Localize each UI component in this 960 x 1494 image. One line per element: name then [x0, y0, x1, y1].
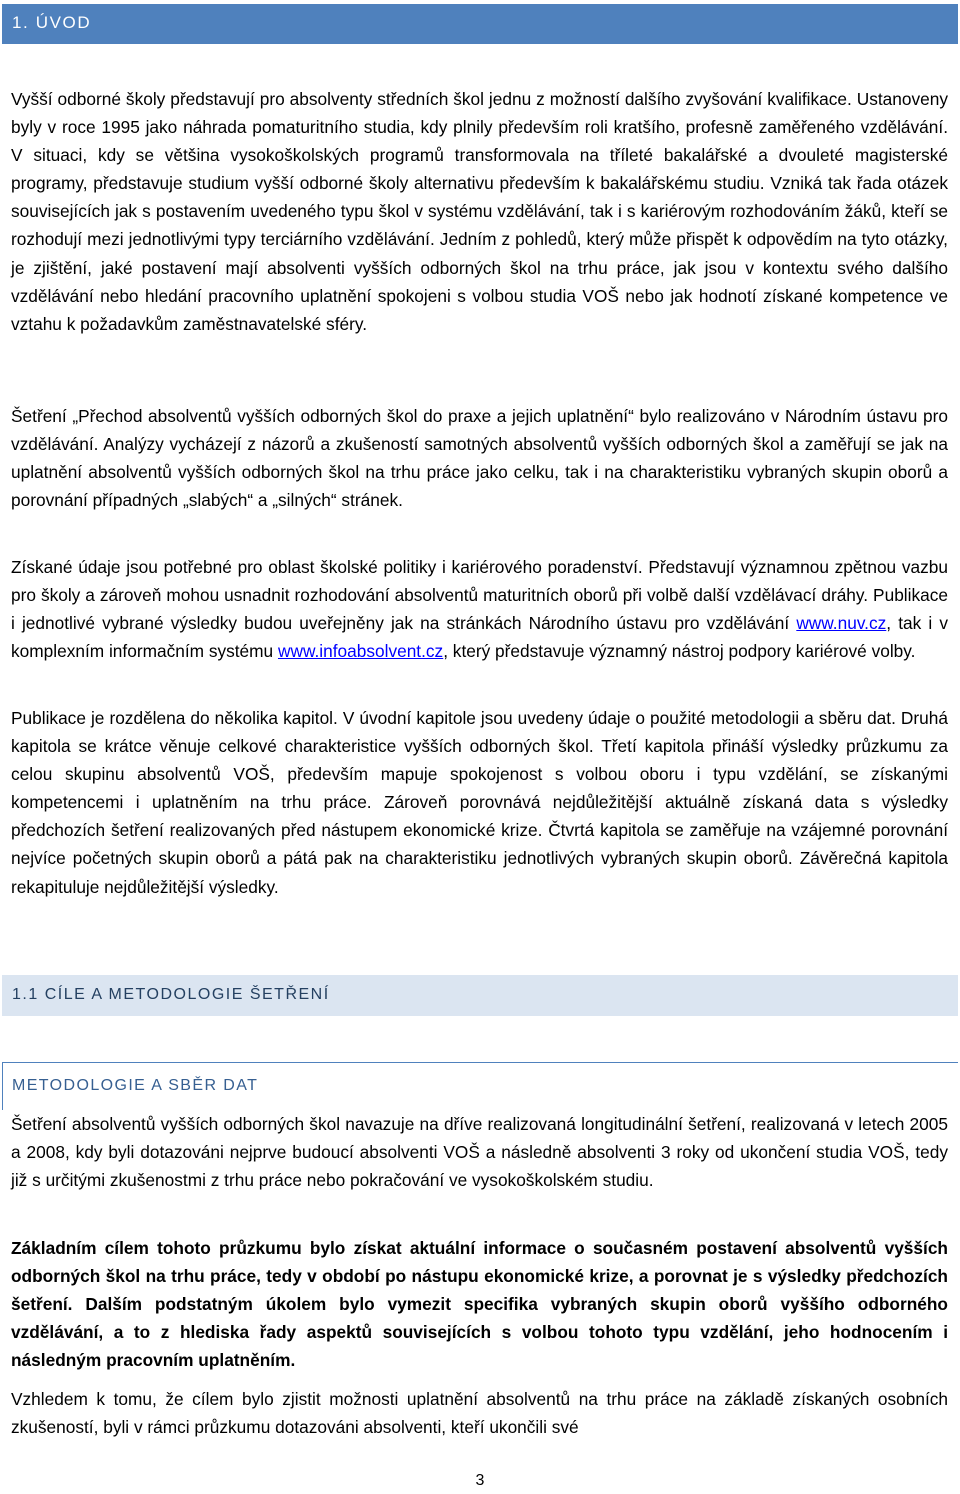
intro-paragraph-3-text-a: Získané údaje jsou potřebné pro oblast školské politiky i kariérového poradenství. Představují významnou zpětnou vazbu pro školy a zároveň mohou usnadnit rozhodování absolventů maturitních oborů při volbě další vzdělávací dráhy. Publikace i jednotlivé vybrané výsledky budou uveřejněny jak na stránkách Národního ústavu pro vzdělávání	[11, 557, 948, 634]
page-number: 3	[475, 1472, 485, 1489]
intro-paragraph-3-text-b: , tak i v komplexním informačním systému	[11, 613, 948, 662]
methodology-paragraph-3: Vzhledem k tomu, že cílem bylo zjistit možnosti uplatnění absolventů na trhu práce na základě získaných osobních zkušeností, byli v rámci průzkumu dotazováni absolventi, kteří ukončili své	[11, 1389, 948, 1438]
methodology-paragraph-1: Šetření absolventů vyšších odborných škol navazuje na dříve realizovaná longitudinální šetření, realizovaná v letech 2005 a 2008, kdy byli dotazováni nejprve budoucí absolventi VOŠ a následně absolventi 3 roky od ukončení studia VOŠ, tedy již s určitými zkušenostmi z trhu práce nebo pokračování ve vysokoškolském studiu.	[11, 1114, 948, 1191]
chapter-heading-bar	[2, 4, 958, 44]
subsection-heading-rule	[2, 1062, 958, 1063]
subsection-heading: METODOLOGIE A SBĚR DAT	[12, 1077, 259, 1094]
subsection-heading-side-rule	[2, 1062, 3, 1110]
subsection-heading-box	[2, 1062, 958, 1112]
intro-paragraph-1: Vyšší odborné školy představují pro absolventy středních škol jednu z možností dalšího zvyšování kvalifikace. Ustanoveny byly v roce 1995 jako náhrada pomaturitního studia, kdy plnily především roli kratšího, profesně zaměřeného vzdělávání. V situaci, kdy se většina vysokoškolských programů transformovala na tříleté bakalářské a dvouleté magisterské programy, představuje studium vyšší odborné školy alternativu především k bakalářskému studiu. Vzniká tak řada otázek souvisejících jak s postavením uvedeného typu škol v systému vzdělávání, tak i s kariérovým rozhodováním žáků, kteří se rozhodují mezi jednotlivými typy terciárního vzdělávání. Jedním z pohledů, který může přispět k odpovědím na tyto otázky, je zjištění, jaké postavení mají absolventi vyšších odborných škol na trhu práce, jak jsou v kontextu svého dalšího vzdělávání nebo hledání pracovního uplatnění spokojeni s volbou studia VOŠ nebo jak hodnotí získané kompetence ve vztahu k požadavkům zaměstnavatelské sféry.	[11, 89, 948, 334]
chapter-heading: 1. ÚVOD	[12, 13, 92, 32]
intro-paragraph-2: Šetření „Přechod absolventů vyšších odborných škol do praxe a jejich uplatnění“ bylo realizováno v Národním ústavu pro vzdělávání. Analýzy vycházejí z názorů a zkušeností samotných absolventů vyšších odborných škol a zaměřují se jak na uplatnění absolventů vyšších odborných škol na trhu práce jako celku, tak i na charakteristiku vybraných skupin oborů a porovnání případných „slabých“ a „silných“ stránek.	[11, 406, 948, 511]
intro-paragraph-3-text-c: , který představuje významný nástroj podpory kariérové volby.	[443, 641, 916, 662]
nuv-link[interactable]: www.nuv.cz	[796, 613, 887, 634]
intro-paragraph-3	[11, 553, 948, 665]
section-heading-bar	[2, 975, 958, 1016]
section-heading: 1.1 CÍLE A METODOLOGIE ŠETŘENÍ	[12, 986, 330, 1003]
intro-paragraph-4: Publikace je rozdělena do několika kapitol. V úvodní kapitole jsou uvedeny údaje o použité metodologii a sběru dat. Druhá kapitola se krátce věnuje celkové charakteristice vyšších odborných škol. Třetí kapitola přináší výsledky průzkumu za celou skupinu absolventů VOŠ, především mapuje spokojenost s volbou oboru i typu vzdělání, se získanými kompetencemi i uplatněním na trhu práce. Zároveň porovnává nejdůležitější aktuálně získaná data s výsledky předchozích šetření realizovaných před nástupem ekonomické krize. Čtvrtá kapitola se zaměřuje na vzájemné porovnání nejvíce početných skupin oborů a pátá pak na charakteristiku jednotlivých vybraných skupin oborů. Závěrečná kapitola rekapituluje nejdůležitější výsledky.	[11, 708, 948, 897]
infoabsolvent-link[interactable]: www.infoabsolvent.cz	[277, 641, 444, 662]
methodology-paragraph-2-bold: Základním cílem tohoto průzkumu bylo získat aktuální informace o současném postavení absolventů vyšších odborných škol na trhu práce, tedy v období po nástupu ekonomické krize, a porovnat je s výsledky předchozích šetření. Dalším podstatným úkolem bylo vymezit specifika vybraných skupin oborů vyššího odborného vzdělávání, a to z hlediska řady aspektů souvisejících s volbou tohoto typu vzdělání, jeho hodnocením i následným pracovním uplatněním.	[11, 1238, 948, 1371]
